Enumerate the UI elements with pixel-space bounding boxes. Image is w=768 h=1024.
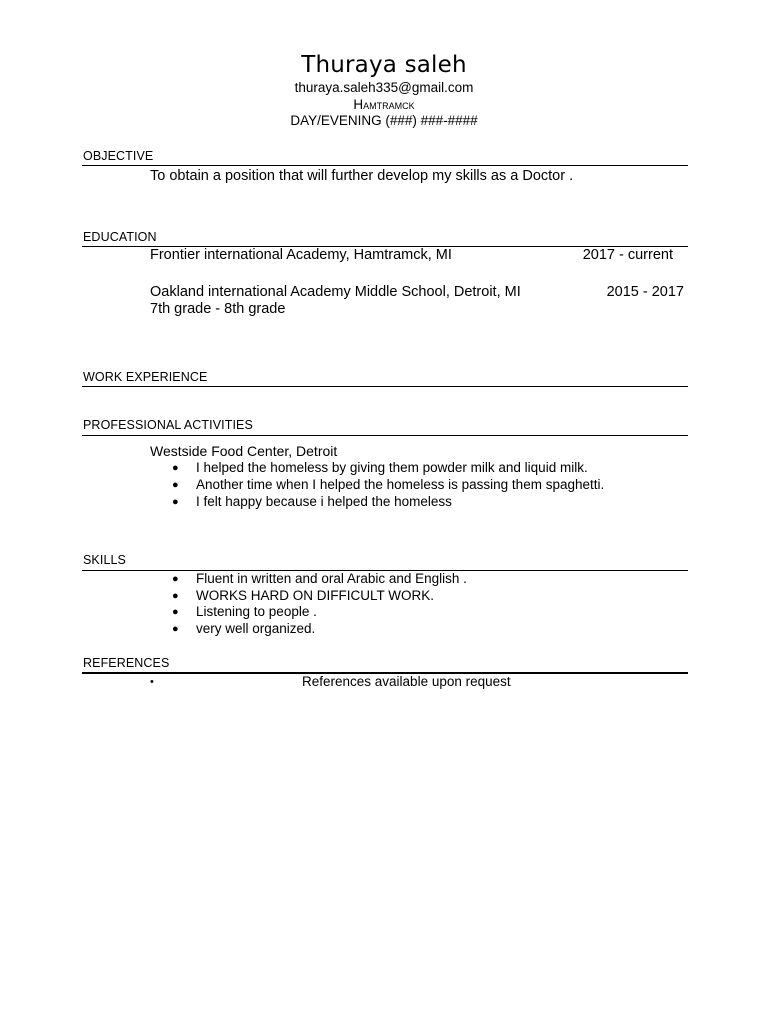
references-bullet-icon: • bbox=[150, 676, 154, 688]
contact-phone: DAY/EVENING (###) ###-#### bbox=[290, 113, 478, 128]
contact-city: Hamtramck bbox=[353, 97, 415, 112]
references-heading: REFERENCES bbox=[83, 656, 170, 670]
education-school-2: Oakland international Academy Middle School, Detroit, MI bbox=[150, 284, 521, 300]
bullet-icon: ● bbox=[172, 623, 179, 635]
objective-divider bbox=[82, 165, 688, 166]
contact-email: thuraya.saleh335@gmail.com bbox=[294, 80, 474, 95]
bullet-icon: ● bbox=[172, 496, 179, 508]
activity-bullet-1: I helped the homeless by giving them powder milk and liquid milk. bbox=[196, 460, 588, 475]
objective-text: To obtain a position that will further develop my skills as a Doctor . bbox=[150, 168, 574, 184]
work-experience-divider bbox=[82, 386, 688, 387]
bullet-icon: ● bbox=[172, 573, 179, 585]
objective-heading: OBJECTIVE bbox=[83, 149, 154, 163]
education-dates-1: 2017 - current bbox=[582, 247, 673, 263]
bullet-icon: ● bbox=[172, 590, 179, 602]
professional-activities-divider bbox=[82, 435, 688, 436]
skill-bullet-2: WORKS HARD ON DIFFICULT WORK. bbox=[196, 588, 435, 603]
skill-bullet-1: Fluent in written and oral Arabic and English . bbox=[196, 571, 467, 586]
education-detail-2: 7th grade - 8th grade bbox=[150, 301, 286, 317]
skill-bullet-3: Listening to people . bbox=[196, 604, 317, 619]
education-heading: EDUCATION bbox=[83, 230, 157, 244]
bullet-icon: ● bbox=[172, 462, 179, 474]
bullet-icon: ● bbox=[172, 606, 179, 618]
education-school-1: Frontier international Academy, Hamtramck, MI bbox=[150, 247, 452, 263]
skill-bullet-4: very well organized. bbox=[196, 621, 316, 636]
work-experience-heading: WORK EXPERIENCE bbox=[83, 370, 208, 384]
activity-bullet-3: I felt happy because i helped the homeless bbox=[196, 494, 452, 509]
education-dates-2: 2015 - 2017 bbox=[606, 284, 684, 300]
activity-bullet-2: Another time when I helped the homeless is passing them spaghetti. bbox=[196, 477, 605, 492]
references-text: References available upon request bbox=[302, 674, 511, 689]
resume-name: Thuraya saleh bbox=[301, 52, 467, 78]
bullet-icon: ● bbox=[172, 479, 179, 491]
professional-activities-heading: PROFESSIONAL ACTIVITIES bbox=[83, 418, 253, 432]
activity-organization: Westside Food Center, Detroit bbox=[150, 443, 338, 459]
skills-heading: SKILLS bbox=[83, 553, 126, 567]
